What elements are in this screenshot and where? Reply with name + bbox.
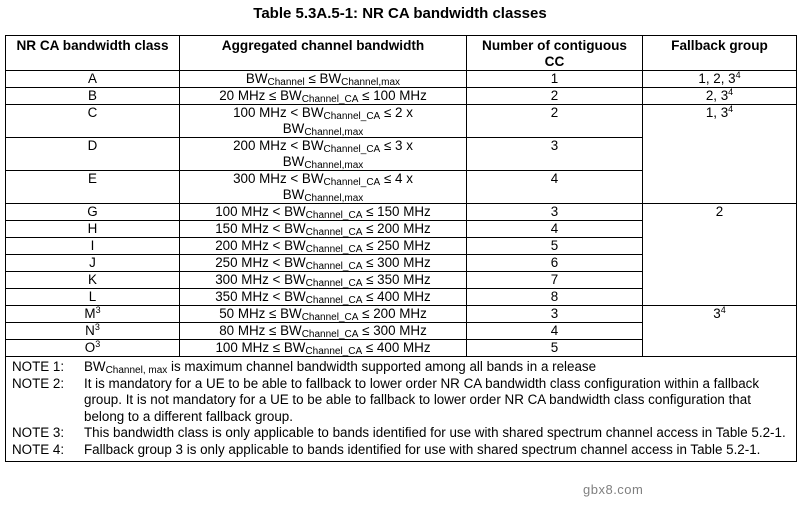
bandwidth-class-table [5,35,797,462]
bandwidth-cell: 100 MHz < $BW_{Channel\_CA} \le 150$ MHz [180,204,467,221]
cc-cell: 5 [467,238,643,255]
table-row [6,306,797,323]
class-cell: $N^3$ [6,323,180,340]
bandwidth-cell: 100 MHz ≤ $BW_{Channel\_CA} \le 400$ MHz [180,340,467,357]
class-cell: I [6,238,180,255]
notes-row [6,357,797,462]
class-cell: B [6,88,180,105]
cc-cell: 6 [467,255,643,272]
bandwidth-cell: 200 MHz < $BW_{Channel\_CA} \le 3$ x $BW_{Channel,max}$ [180,138,467,171]
fallback-cell: 2, $3^4$ [643,88,797,105]
table-row [6,105,797,138]
class-cell: C [6,105,180,138]
bandwidth-cell: 200 MHz < $BW_{Channel\_CA} \le 250$ MHz [180,238,467,255]
note-label: NOTE 4: [12,441,65,457]
bandwidth-cell: 250 MHz < $BW_{Channel\_CA} \le 300$ MHz [180,255,467,272]
cc-cell: 4 [467,171,643,204]
class-cell: D [6,138,180,171]
fallback-cell: $3^4$ [643,306,797,357]
header-row [6,36,797,71]
cc-cell: 8 [467,289,643,306]
bandwidth-cell: 20 MHz ≤ $BW_{Channel\_CA} \le 100$ MHz [180,88,467,105]
class-cell: K [6,272,180,289]
note-text: Fallback group 3 is only applicable to bands identified for use with shared spectrum channel access in Table 5.2-1. [84,441,761,457]
bandwidth-cell: 50 MHz ≤ $BW_{Channel\_CA} \le 200$ MHz [180,306,467,323]
watermark: gbx8.com [583,482,644,497]
notes-cell [6,357,797,462]
note-label: NOTE 1: [12,359,65,374]
note-1 [12,359,792,376]
bandwidth-cell: 300 MHz < $BW_{Channel\_CA} \le 4$ x $BW_{Channel,max}$ [180,171,467,204]
bandwidth-cell: 150 MHz < $BW_{Channel\_CA} \le 200$ MHz [180,221,467,238]
note-2 [12,376,792,426]
class-cell: A [6,71,180,88]
note-text: It is mandatory for a UE to be able to fallback to lower order NR CA bandwidth class configuration within a fallback group. It is not mandatory for a UE to be able to fallback to lower order NR CA bandwidth class configuration that belong to a different fallback group. [84,375,760,424]
cc-cell: 5 [467,340,643,357]
bandwidth-cell: 80 MHz ≤ $BW_{Channel\_CA} \le 300$ MHz [180,323,467,340]
cc-cell: 1 [467,71,643,88]
note-text: This bandwidth class is only applicable to bands identified for use with shared spectrum channel access in Table 5.2-1. [84,425,786,440]
cc-cell: 3 [467,306,643,323]
class-cell: $O^3$ [6,340,180,357]
table-title: Table 5.3A.5-1: NR CA bandwidth classes [253,5,547,22]
cc-cell: 2 [467,88,643,105]
bandwidth-cell: 350 MHz < $BW_{Channel\_CA} \le 400$ MHz [180,289,467,306]
fallback-cell: 2 [643,204,797,306]
cc-cell: 2 [467,105,643,138]
table-row [6,204,797,221]
bandwidth-cell: 100 MHz < $BW_{Channel\_CA} \le 2$ x $BW_{Channel,max}$ [180,105,467,138]
class-cell: H [6,221,180,238]
cc-cell: 3 [467,138,643,171]
header-fallback-group: Fallback group [643,36,797,71]
class-cell: G [6,204,180,221]
note-label: NOTE 3: [12,425,65,440]
table-row [6,88,797,105]
note-label: NOTE 2: [12,375,65,391]
bandwidth-cell: $BW_{Channel} \le BW_{Channel,max}$ [180,71,467,88]
note-text: $BW_{Channel, max}$ is maximum channel bandwidth supported among all bands in a release [84,359,597,376]
class-cell: L [6,289,180,306]
class-cell: $M^3$ [6,306,180,323]
cc-cell: 4 [467,221,643,238]
note-3 [12,425,792,442]
cc-cell: 3 [467,204,643,221]
note-4 [12,442,792,459]
header-class: NR CA bandwidth class [6,36,180,71]
class-cell: J [6,255,180,272]
cc-cell: 4 [467,323,643,340]
class-cell: E [6,171,180,204]
bandwidth-cell: 300 MHz < $BW_{Channel\_CA} \le 350$ MHz [180,272,467,289]
table-row [6,71,797,88]
header-num-cc: Number of contiguous CC [467,36,643,71]
cc-cell: 7 [467,272,643,289]
fallback-cell: 1, 2, $3^4$ [643,71,797,88]
header-aggregated-bandwidth: Aggregated channel bandwidth [180,36,467,71]
fallback-cell: 1, $3^4$ [643,105,797,204]
